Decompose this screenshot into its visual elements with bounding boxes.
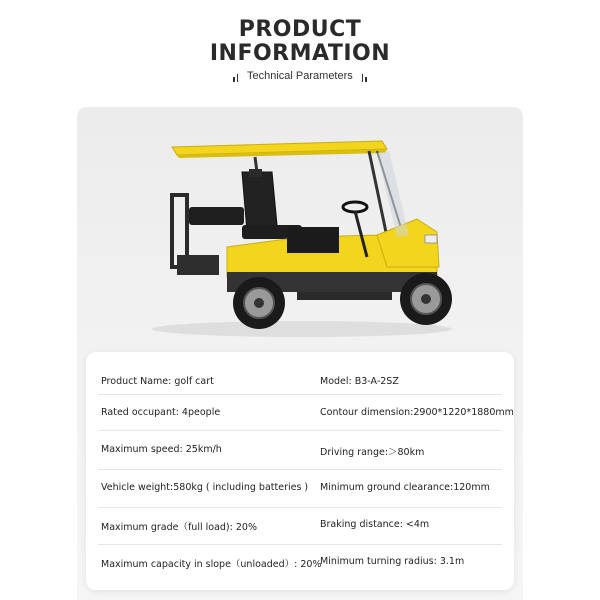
spec-label-right: Model: B3-A-2SZ bbox=[320, 376, 399, 387]
row-divider bbox=[98, 544, 502, 545]
spec-label-left: Vehicle weight:580kg ( including batteries ) bbox=[101, 482, 309, 493]
spec-label-right: Minimum turning radius: 3.1m bbox=[320, 556, 465, 567]
title-line-1: PRODUCT bbox=[238, 17, 362, 42]
spec-label-left: Maximum speed: 25km/h bbox=[101, 444, 222, 455]
golf-cart-image bbox=[77, 107, 523, 352]
row-divider bbox=[98, 469, 502, 470]
spec-label-right: Minimum ground clearance:120mm bbox=[320, 482, 490, 493]
spec-label-left: Maximum capacity in slope（unloaded）: 20% bbox=[101, 559, 322, 570]
spec-label-left: Maximum grade（full load): 20% bbox=[101, 522, 257, 533]
section-subtitle bbox=[0, 70, 600, 82]
spec-label-right: Driving range:＞80km bbox=[320, 447, 425, 458]
spec-label-right: Braking distance: <4m bbox=[320, 519, 430, 530]
bars-right-icon bbox=[361, 70, 368, 82]
title-line-2: INFORMATION bbox=[209, 41, 391, 66]
row-divider bbox=[98, 507, 502, 508]
page-title bbox=[0, 18, 600, 66]
spec-table bbox=[86, 352, 514, 590]
spec-label-left: Rated occupant: 4people bbox=[101, 407, 221, 418]
subtitle-text: Technical Parameters bbox=[247, 70, 353, 82]
bars-left-icon bbox=[232, 70, 239, 82]
row-divider bbox=[98, 430, 502, 431]
spec-label-right: Contour dimension:2900*1220*1880mm bbox=[320, 407, 514, 418]
spec-label-left: Product Name: golf cart bbox=[101, 376, 214, 387]
row-divider bbox=[98, 394, 502, 395]
